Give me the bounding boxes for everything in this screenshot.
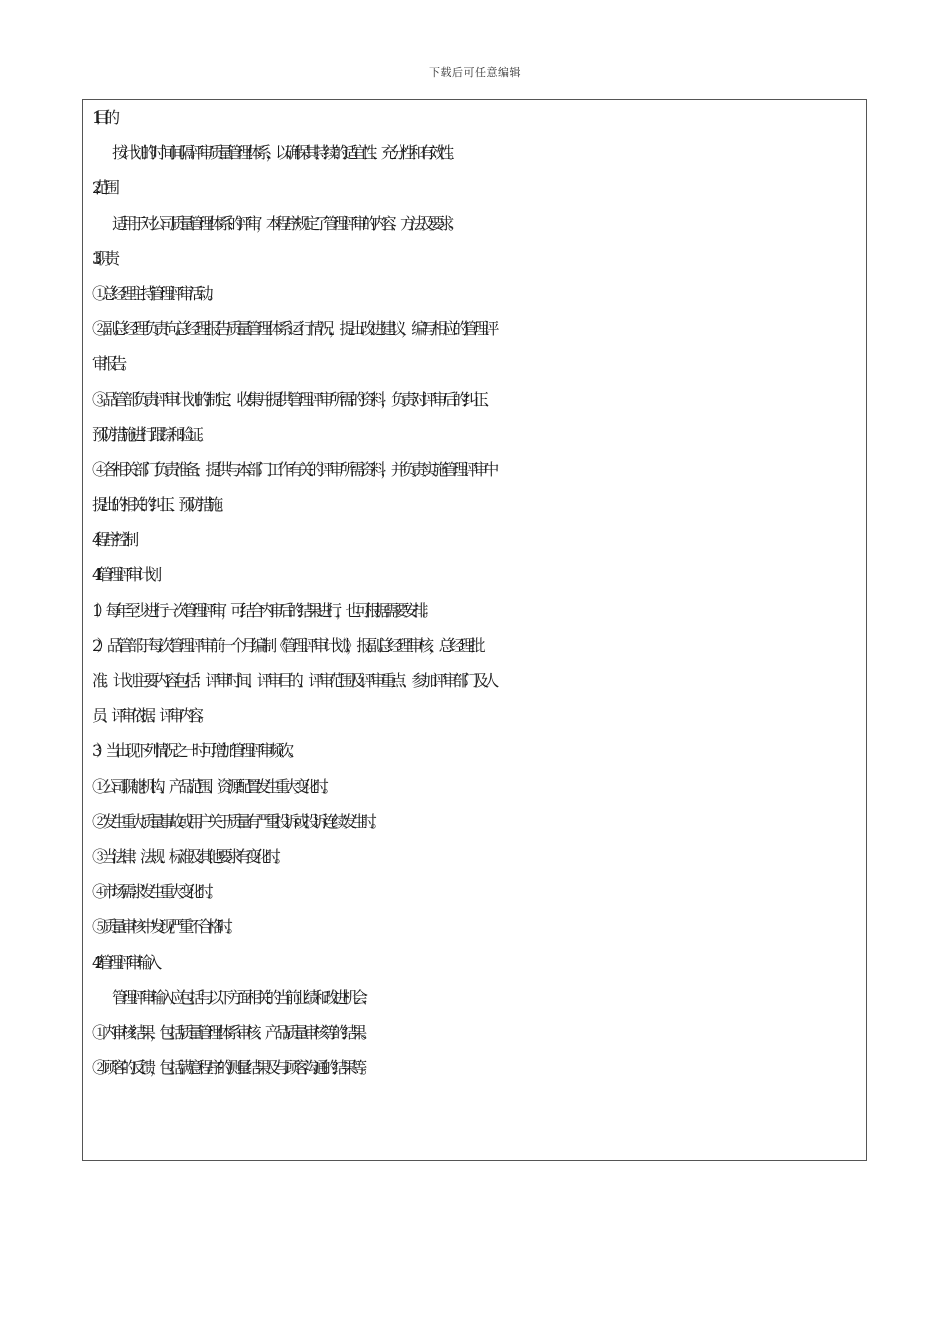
list-item-continuation: 预防措施进行跟踪和验证。 xyxy=(92,424,208,444)
subsection-heading-input: 4.2管理评审输入 xyxy=(92,952,156,972)
list-item-continuation: 准。计划主要内容包括：评审时间、评审目的、评审范围及评审重点、参加评审部门及人 xyxy=(92,671,494,690)
list-item-continuation: 提出的相关的纠正、预防措施。 xyxy=(92,495,227,515)
list-item-continuation: 员、评审依据、评审内容。 xyxy=(92,706,208,726)
paragraph-input: 管理评审输入应包括与以下方面相关的当前业绩和改进机会： xyxy=(112,987,372,1007)
list-item: ④各相关部门负责准备、提供与本部门工作有关的评审所需资料，并负责实施管理评审中 xyxy=(92,459,494,479)
page-header: 下载后可任意编辑 xyxy=(429,66,521,79)
subsection-heading-plan: 4.1管理评审计划 xyxy=(92,565,156,585)
list-item: ⑤质量审核中发现严重不合格时。 xyxy=(92,917,237,937)
section-heading-purpose: 1.目的 xyxy=(92,108,114,127)
list-item: ①公司职能机构、产品范围、资源配置发生重大变化时。 xyxy=(92,776,333,796)
list-item: 1）每年至少进行一次管理评审，可结合内审后的结果进行，也可根据需要安排。 xyxy=(92,600,432,620)
list-item: ②副总经理负责向总经理报告质量管理体系运行情况，提出改进建议，编写相应的管理评 xyxy=(92,319,494,339)
document-body xyxy=(92,100,862,1085)
list-item: ④市场需求发生重大变化时。 xyxy=(92,882,217,902)
section-heading-responsibilities: 3.职责 xyxy=(92,248,114,268)
section-heading-scope: 2.范围 xyxy=(92,178,114,198)
document-frame xyxy=(82,99,867,1161)
list-item: ①总经理主持管理评审活动。 xyxy=(92,283,217,303)
list-item: ③当法律、法规、标准及其他要求有变化时。 xyxy=(92,846,285,866)
list-item: ②发生重大质量事故或用户关于质量有严重投诉或投诉连续发生时。 xyxy=(92,811,381,831)
list-item: ②顾客的反馈，包括满意程序的测量结果及与顾客沟通的结果等。 xyxy=(92,1058,371,1078)
paragraph-scope: 适用于对公司质量管理体系的评审，本程序规定了管理评审的内容、方法及要求。 xyxy=(112,213,458,233)
list-item: 2）品管部于每次管理评审前一个月编制《管理评审计划》，报副总经理审核，总经理批 xyxy=(92,635,480,655)
list-item-continuation: 审报告。 xyxy=(92,354,131,374)
paragraph-purpose: 按计划的时间间隔评审质量管理体系，以确保其持续的适宜性、充分性和有效性。 xyxy=(112,143,458,163)
list-item: 3）当出现下列情况之一时可增加管理评审频次。 xyxy=(92,741,298,761)
list-item: ①内审核结果，包括质量管理体系审核、产品质量审核等的结果。 xyxy=(92,1022,371,1042)
list-item: ③品管部负责评审计划的制定、收集并提供管理评审所需的资料，负责对评审后的纠正、 xyxy=(92,389,494,409)
section-heading-procedure: 4.程序控制 xyxy=(92,530,133,550)
